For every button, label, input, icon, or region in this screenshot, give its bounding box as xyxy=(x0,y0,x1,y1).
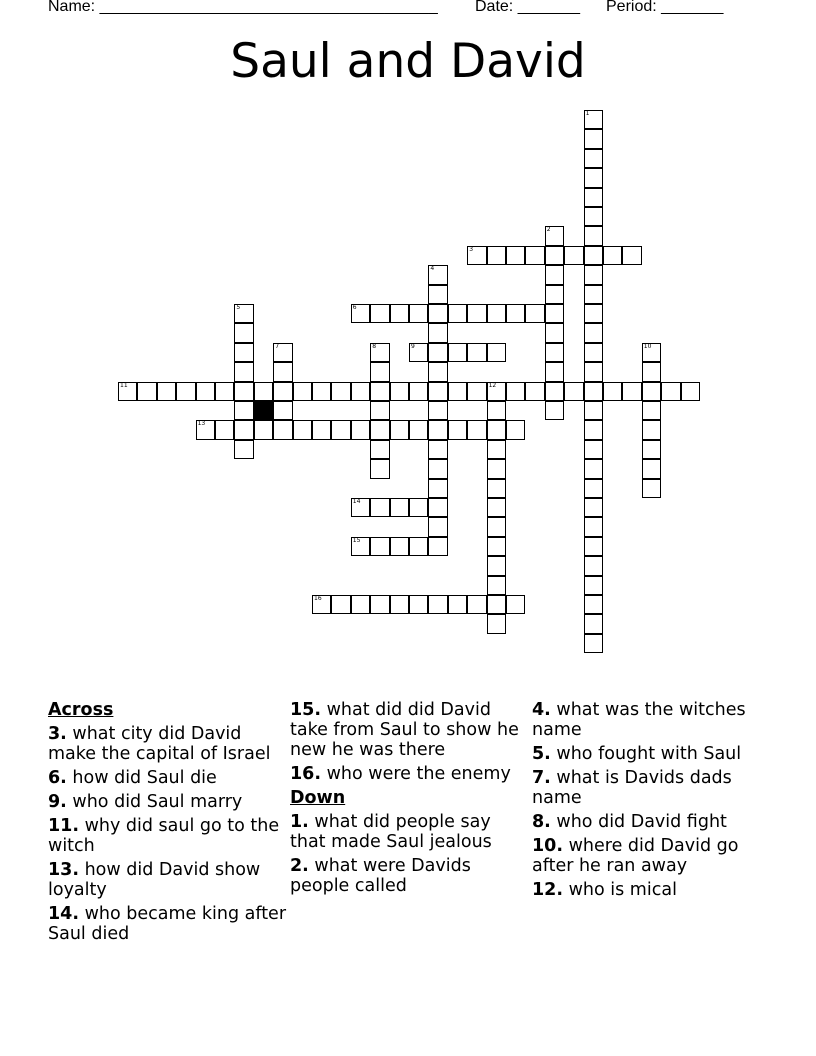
clue-down-8: 8. who did David fight xyxy=(532,812,727,832)
grid-cell[interactable] xyxy=(351,537,370,556)
grid-cell[interactable] xyxy=(642,459,661,478)
grid-cell[interactable] xyxy=(661,382,680,401)
grid-cell[interactable] xyxy=(487,401,506,420)
clue-column-2 xyxy=(290,700,530,900)
grid-cell[interactable] xyxy=(428,479,447,498)
grid-cell[interactable] xyxy=(448,595,467,614)
grid-cell[interactable] xyxy=(506,246,525,265)
clue-number: 2 xyxy=(546,226,551,234)
grid-cell[interactable] xyxy=(584,304,603,323)
grid-cell[interactable] xyxy=(448,304,467,323)
clue-across-3: 3. what city did David make the capital of Israel xyxy=(48,724,271,764)
clue-down-1: 1. what did people say that made Saul jealous xyxy=(290,812,492,852)
grid-cell[interactable] xyxy=(584,517,603,536)
grid-cell[interactable] xyxy=(390,595,409,614)
grid-cell[interactable] xyxy=(584,362,603,381)
grid-cell[interactable] xyxy=(584,440,603,459)
grid-cell[interactable] xyxy=(370,362,389,381)
grid-cell[interactable] xyxy=(370,440,389,459)
down-heading: Down xyxy=(290,788,346,808)
grid-cell[interactable] xyxy=(409,498,428,517)
grid-cell[interactable] xyxy=(487,614,506,633)
grid-cell[interactable] xyxy=(234,401,253,420)
grid-cell[interactable] xyxy=(428,362,447,381)
clue-across-9: 9. who did Saul marry xyxy=(48,792,243,812)
clue-number: 8 xyxy=(372,342,377,350)
grid-cell[interactable] xyxy=(428,459,447,478)
grid-cell[interactable] xyxy=(428,265,447,284)
grid-cell[interactable] xyxy=(370,595,389,614)
grid-cell[interactable] xyxy=(584,207,603,226)
grid-cell[interactable] xyxy=(118,382,137,401)
grid-block xyxy=(254,401,273,420)
grid-cell[interactable] xyxy=(234,304,253,323)
grid-cell[interactable] xyxy=(642,479,661,498)
clue-number: 5 xyxy=(236,304,241,311)
grid-cell[interactable] xyxy=(370,459,389,478)
grid-cell[interactable] xyxy=(409,304,428,323)
grid-cell[interactable] xyxy=(428,304,447,323)
grid-cell[interactable] xyxy=(254,382,273,401)
clue-down-5: 5. who fought with Saul xyxy=(532,744,742,764)
grid-cell[interactable] xyxy=(584,634,603,653)
grid-cell[interactable] xyxy=(487,595,506,614)
clue-column-3 xyxy=(532,700,772,904)
grid-cell[interactable] xyxy=(584,614,603,633)
clue-number: 6 xyxy=(352,304,357,311)
clue-number: 12 xyxy=(488,381,497,389)
grid-cell[interactable] xyxy=(331,595,350,614)
grid-cell[interactable] xyxy=(545,343,564,362)
grid-cell[interactable] xyxy=(390,382,409,401)
grid-cell[interactable] xyxy=(545,246,564,265)
grid-cell[interactable] xyxy=(584,479,603,498)
grid-cell[interactable] xyxy=(428,595,447,614)
grid-cell[interactable] xyxy=(584,401,603,420)
grid-cell[interactable] xyxy=(331,382,350,401)
clue-number: 14 xyxy=(352,498,361,505)
clue-down-7: 7. what is Davids dads name xyxy=(532,768,732,808)
grid-cell[interactable] xyxy=(409,343,428,362)
grid-cell[interactable] xyxy=(584,129,603,148)
grid-cell[interactable] xyxy=(584,246,603,265)
grid-cell[interactable] xyxy=(506,304,525,323)
grid-cell[interactable] xyxy=(428,537,447,556)
grid-cell[interactable] xyxy=(506,382,525,401)
grid-cell[interactable] xyxy=(584,537,603,556)
grid-cell[interactable] xyxy=(545,362,564,381)
grid-cell[interactable] xyxy=(312,382,331,401)
grid-cell[interactable] xyxy=(254,420,273,439)
grid-cell[interactable] xyxy=(234,440,253,459)
clue-number: 10 xyxy=(643,342,652,350)
grid-cell[interactable] xyxy=(234,420,253,439)
grid-cell[interactable] xyxy=(525,382,544,401)
grid-cell[interactable] xyxy=(351,420,370,439)
grid-cell[interactable] xyxy=(681,382,700,401)
grid-cell[interactable] xyxy=(642,343,661,362)
grid-cell[interactable] xyxy=(467,382,486,401)
grid-cell[interactable] xyxy=(428,343,447,362)
grid-cell[interactable] xyxy=(506,595,525,614)
grid-cell[interactable] xyxy=(370,382,389,401)
clue-number: 1 xyxy=(585,110,590,117)
grid-cell[interactable] xyxy=(351,382,370,401)
grid-cell[interactable] xyxy=(525,304,544,323)
grid-cell[interactable] xyxy=(390,304,409,323)
name-field-label: Name: ______________________________________ xyxy=(48,0,438,15)
grid-cell[interactable] xyxy=(351,498,370,517)
clue-down-10: 10. where did David go after he ran away xyxy=(532,836,739,876)
grid-cell[interactable] xyxy=(545,323,564,342)
grid-cell[interactable] xyxy=(428,401,447,420)
grid-cell[interactable] xyxy=(448,343,467,362)
grid-cell[interactable] xyxy=(642,440,661,459)
grid-cell[interactable] xyxy=(448,420,467,439)
grid-cell[interactable] xyxy=(370,401,389,420)
clue-down-12: 12. who is mical xyxy=(532,880,677,900)
period-field-label: Period: _______ xyxy=(606,0,724,15)
grid-cell[interactable] xyxy=(176,382,195,401)
grid-cell[interactable] xyxy=(351,595,370,614)
grid-cell[interactable] xyxy=(428,517,447,536)
grid-cell[interactable] xyxy=(622,246,641,265)
clue-across-16: 16. who were the enemy xyxy=(290,764,511,784)
grid-cell[interactable] xyxy=(545,265,564,284)
clue-column-1 xyxy=(48,700,288,948)
grid-cell[interactable] xyxy=(215,420,234,439)
grid-cell[interactable] xyxy=(584,188,603,207)
grid-cell[interactable] xyxy=(467,304,486,323)
clue-down-4: 4. what was the witches name xyxy=(532,700,746,740)
across-heading: Across xyxy=(48,700,114,720)
grid-cell[interactable] xyxy=(273,420,292,439)
grid-cell[interactable] xyxy=(642,382,661,401)
grid-cell[interactable] xyxy=(390,537,409,556)
grid-cell[interactable] xyxy=(467,420,486,439)
grid-cell[interactable] xyxy=(331,420,350,439)
grid-cell[interactable] xyxy=(584,226,603,245)
clue-across-15: 15. what did did David take from Saul to show he new he was there xyxy=(290,700,519,760)
grid-cell[interactable] xyxy=(370,343,389,362)
grid-cell[interactable] xyxy=(370,304,389,323)
clue-number: 11 xyxy=(120,381,128,389)
puzzle-title: Saul and David xyxy=(230,34,586,89)
grid-cell[interactable] xyxy=(622,382,641,401)
grid-cell[interactable] xyxy=(234,382,253,401)
grid-cell[interactable] xyxy=(642,362,661,381)
grid-cell[interactable] xyxy=(584,382,603,401)
date-field-label: Date: _______ xyxy=(475,0,580,15)
clue-number: 15 xyxy=(352,536,361,544)
grid-cell[interactable] xyxy=(545,382,564,401)
grid-cell[interactable] xyxy=(487,343,506,362)
grid-cell[interactable] xyxy=(370,537,389,556)
clue-number: 7 xyxy=(275,342,280,350)
grid-cell[interactable] xyxy=(487,517,506,536)
grid-cell[interactable] xyxy=(603,246,622,265)
grid-cell[interactable] xyxy=(157,382,176,401)
grid-cell[interactable] xyxy=(273,362,292,381)
grid-cell[interactable] xyxy=(428,440,447,459)
grid-cell[interactable] xyxy=(215,382,234,401)
grid-cell[interactable] xyxy=(428,382,447,401)
grid-cell[interactable] xyxy=(234,343,253,362)
grid-cell[interactable] xyxy=(487,556,506,575)
grid-cell[interactable] xyxy=(467,246,486,265)
grid-cell[interactable] xyxy=(196,382,215,401)
clue-number: 16 xyxy=(314,595,322,602)
grid-cell[interactable] xyxy=(409,595,428,614)
grid-cell[interactable] xyxy=(642,420,661,439)
grid-cell[interactable] xyxy=(564,382,583,401)
grid-cell[interactable] xyxy=(467,595,486,614)
grid-cell[interactable] xyxy=(584,149,603,168)
grid-cell[interactable] xyxy=(312,595,331,614)
clue-number: 9 xyxy=(411,342,415,350)
grid-cell[interactable] xyxy=(409,420,428,439)
grid-cell[interactable] xyxy=(273,401,292,420)
grid-cell[interactable] xyxy=(584,265,603,284)
grid-cell[interactable] xyxy=(137,382,156,401)
grid-cell[interactable] xyxy=(584,168,603,187)
grid-cell[interactable] xyxy=(273,382,292,401)
grid-cell[interactable] xyxy=(409,382,428,401)
grid-cell[interactable] xyxy=(642,401,661,420)
clue-across-6: 6. how did Saul die xyxy=(48,768,217,788)
grid-cell[interactable] xyxy=(584,459,603,478)
grid-cell[interactable] xyxy=(196,420,215,439)
grid-cell[interactable] xyxy=(545,226,564,245)
grid-cell[interactable] xyxy=(584,343,603,362)
grid-cell[interactable] xyxy=(448,382,467,401)
grid-cell[interactable] xyxy=(428,323,447,342)
grid-cell[interactable] xyxy=(487,576,506,595)
grid-cell[interactable] xyxy=(312,420,331,439)
grid-cell[interactable] xyxy=(603,382,622,401)
grid-cell[interactable] xyxy=(234,323,253,342)
grid-cell[interactable] xyxy=(487,498,506,517)
grid-cell[interactable] xyxy=(584,556,603,575)
grid-cell[interactable] xyxy=(390,498,409,517)
grid-cell[interactable] xyxy=(293,382,312,401)
grid-cell[interactable] xyxy=(545,304,564,323)
grid-cell[interactable] xyxy=(351,304,370,323)
clue-number: 3 xyxy=(469,245,474,253)
clue-across-14: 14. who became king after Saul died xyxy=(48,904,287,944)
grid-cell[interactable] xyxy=(428,498,447,517)
grid-cell[interactable] xyxy=(564,246,583,265)
grid-cell[interactable] xyxy=(428,285,447,304)
grid-cell[interactable] xyxy=(390,420,409,439)
clue-across-13: 13. how did David show loyalty xyxy=(48,860,261,900)
grid-cell[interactable] xyxy=(293,420,312,439)
grid-cell[interactable] xyxy=(487,246,506,265)
grid-cell[interactable] xyxy=(584,110,603,129)
grid-cell[interactable] xyxy=(584,420,603,439)
clue-down-2: 2. what were Davids people called xyxy=(290,856,471,896)
grid-cell[interactable] xyxy=(487,304,506,323)
clue-across-11: 11. why did saul go to the witch xyxy=(48,816,280,856)
grid-cell[interactable] xyxy=(487,382,506,401)
grid-cell[interactable] xyxy=(584,595,603,614)
grid-cell[interactable] xyxy=(487,420,506,439)
grid-cell[interactable] xyxy=(525,246,544,265)
grid-cell[interactable] xyxy=(234,362,253,381)
grid-cell[interactable] xyxy=(584,576,603,595)
grid-cell[interactable] xyxy=(545,401,564,420)
grid-cell[interactable] xyxy=(584,285,603,304)
grid-cell[interactable] xyxy=(487,440,506,459)
grid-cell[interactable] xyxy=(370,498,389,517)
clue-number: 4 xyxy=(430,265,435,273)
grid-cell[interactable] xyxy=(584,498,603,517)
grid-cell[interactable] xyxy=(506,420,525,439)
grid-cell[interactable] xyxy=(409,537,428,556)
clue-number: 13 xyxy=(197,420,206,428)
grid-cell[interactable] xyxy=(428,420,447,439)
grid-cell[interactable] xyxy=(273,343,292,362)
grid-cell[interactable] xyxy=(487,537,506,556)
grid-cell[interactable] xyxy=(487,459,506,478)
grid-cell[interactable] xyxy=(584,323,603,342)
grid-cell[interactable] xyxy=(545,285,564,304)
grid-cell[interactable] xyxy=(467,343,486,362)
grid-cell[interactable] xyxy=(487,479,506,498)
grid-cell[interactable] xyxy=(370,420,389,439)
